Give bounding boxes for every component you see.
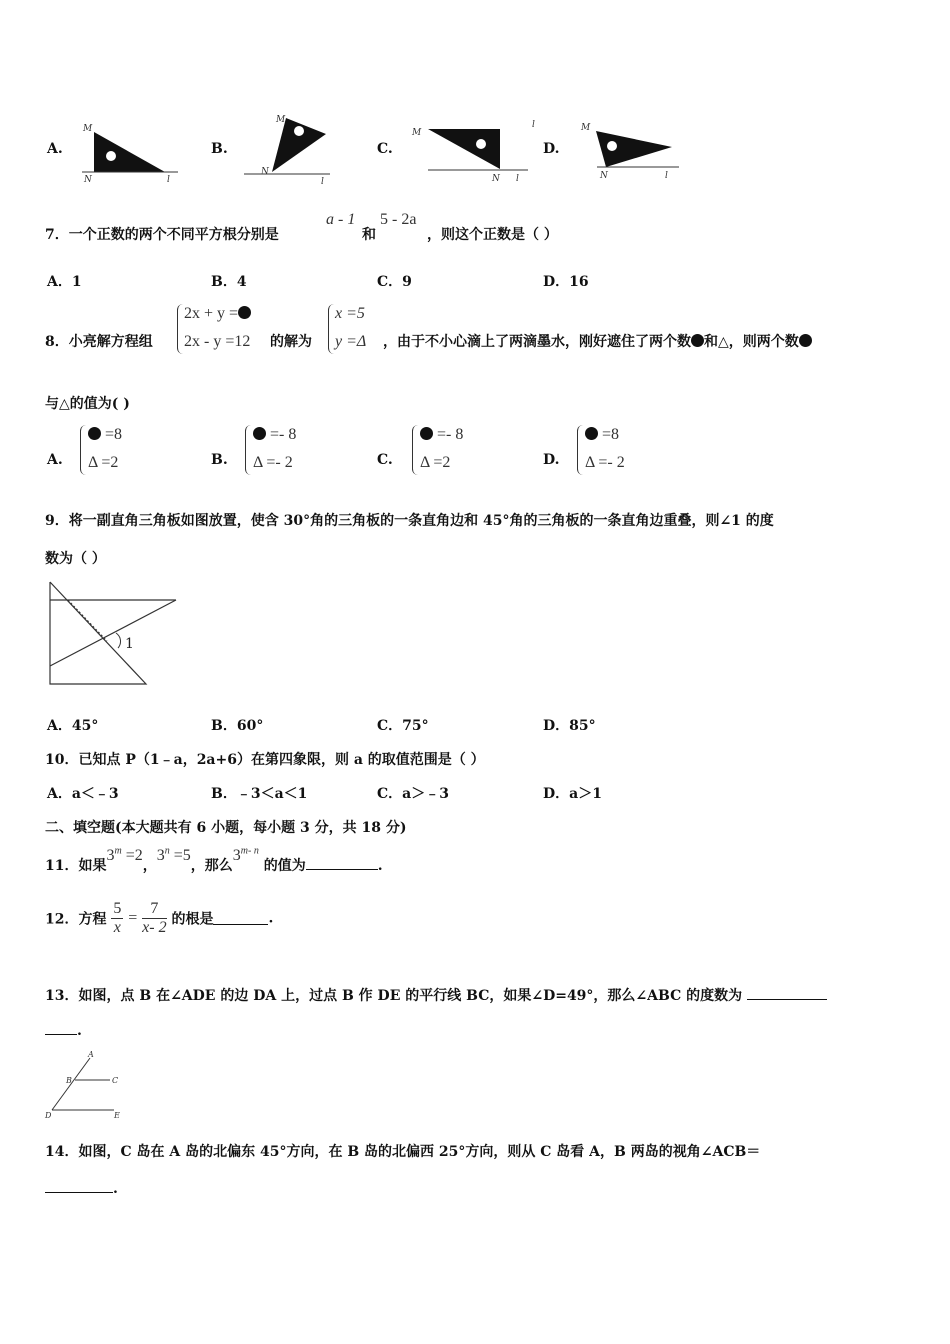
q8-solution: [335, 300, 366, 356]
q10-option-a: A．a＜﹣3: [47, 786, 119, 802]
svg-text:E: E: [114, 1111, 120, 1120]
ink-dot-icon: [691, 334, 704, 347]
svg-text:C: C: [112, 1076, 119, 1085]
q7-option-a: A．1: [47, 274, 82, 290]
svg-text:l: l: [321, 177, 324, 187]
ink-dot-icon: [799, 334, 812, 347]
q8-option-c-label: C.: [377, 452, 393, 468]
q9-angle-label: 1: [125, 636, 134, 652]
q6-a-label-m: M: [83, 124, 93, 134]
q12-answer-blank[interactable]: [213, 912, 268, 925]
q12-fraction-2: $\frac{7}{x- 2}$: [142, 900, 167, 936]
q6-figure-c: [408, 115, 543, 187]
q14-answer-blank[interactable]: [45, 1180, 113, 1193]
q13-answer-blank[interactable]: [747, 987, 827, 1000]
q8-solution-brace: [328, 304, 334, 354]
q6-figure-d: [572, 117, 692, 187]
q14-line2: .: [45, 1180, 118, 1197]
svg-text:M: M: [581, 123, 591, 133]
q8-option-d-label: D.: [543, 452, 560, 468]
q10-option-b: B．﹣3＜a＜1: [211, 786, 308, 802]
q8-option-d-system: =8 Δ =- 2: [585, 426, 625, 471]
q8-option-c-system: =- 8 Δ =2: [420, 426, 464, 471]
q8-sol2: y =Δ: [335, 333, 367, 350]
q9-line1: 9．将一副直角三角板如图放置，使含 30°角的三角板的一条直角边和 45°角的三角板的一条直角边重叠，则∠1 的度: [45, 513, 774, 529]
q8-system-brace: [177, 304, 183, 354]
q10-option-c: C．a＞﹣3: [377, 786, 449, 802]
q14-line1: 14．如图，C 岛在 A 岛的北偏东 45°方向，在 B 岛的北偏西 25°方向，则从 C 岛看 A，B 两岛的视角∠ACB＝: [45, 1144, 761, 1160]
q8-mid: 的解为: [270, 334, 312, 350]
q6-option-d-label: D.: [543, 141, 560, 157]
q8-eq2: 2x - y =12: [184, 333, 251, 350]
q6-option-a-label: A.: [47, 141, 63, 157]
q6-option-b-label: B.: [211, 141, 228, 157]
ink-dot-icon: [238, 306, 251, 319]
ink-dot-icon: [420, 427, 433, 440]
q8-sol1: x =5: [335, 305, 365, 322]
q7-option-b: B．4: [211, 274, 247, 290]
q9-option-d: D．85°: [543, 718, 596, 734]
q9-option-a: A．45°: [47, 718, 99, 734]
q8-option-a-system: =8 Δ =2: [88, 426, 123, 471]
q7-and: 和: [362, 227, 376, 243]
section-2-heading: 二、填空题(本大题共有 6 小题，每小题 3 分，共 18 分): [45, 820, 407, 836]
ink-dot-icon: [585, 427, 598, 440]
q11-answer-blank[interactable]: [306, 857, 378, 870]
q9-triangle-figure: [44, 578, 184, 690]
q9-option-b: B．60°: [211, 718, 264, 734]
svg-text:N: N: [600, 171, 608, 181]
q7-expr1: a - 1: [326, 211, 356, 228]
q6-a-label-n: N: [84, 175, 92, 185]
question-13: 13．如图，点 B 在∠ADE 的边 DA 上，过点 B 作 DE 的平行线 BC，如果∠D=49°，那么∠ABC 的度数为: [45, 985, 827, 1005]
q8-option-b-label: B.: [211, 452, 228, 468]
svg-text:D: D: [45, 1111, 52, 1120]
svg-text:M: M: [276, 115, 286, 125]
q6-option-c-label: C.: [377, 141, 393, 157]
q6-figure-b: [240, 110, 340, 190]
q13-line2: .: [45, 1022, 82, 1039]
q8-option-a-label: A.: [47, 452, 63, 468]
q9-line2: 数为（ ）: [45, 551, 106, 567]
q6-figure-a: [78, 118, 188, 188]
q7-suffix: ，则这个正数是（ ）: [427, 227, 558, 243]
question-11: 11．如果$3^m =2$，$3^n =5$，那么3$^{m- n}$ 的值为 .: [45, 845, 383, 874]
q6-a-label-l: l: [167, 175, 170, 185]
svg-text:M: M: [412, 128, 422, 138]
ink-dot-icon: [88, 427, 101, 440]
svg-text:N: N: [261, 167, 269, 177]
q7-option-c: C．9: [377, 274, 412, 290]
q8-line2: 与△的值为( ): [45, 396, 130, 412]
q8-eq1: 2x + y =: [184, 305, 239, 322]
svg-text:l: l: [665, 171, 668, 181]
q8-system: [184, 300, 251, 356]
svg-text:l: l: [516, 174, 519, 184]
q12-fraction-1: $\frac{5}{x}$: [113, 900, 122, 936]
q10-option-d: D．a＞1: [543, 786, 602, 802]
q13-parallel-figure: [42, 1046, 132, 1122]
q7-expr2: 5 - 2a: [380, 211, 417, 228]
question-12: 12．方程 $\frac{5}{x}$ = $\frac{7}{x- 2}$ 的根是 .: [45, 900, 274, 936]
ink-dot-icon: [253, 427, 266, 440]
q8-suffix: ，由于不小心滴上了两滴墨水，刚好遮住了两个数 和△，则两个数: [383, 331, 812, 351]
q9-option-c: C．75°: [377, 718, 429, 734]
q10-text: 10．已知点 P（1﹣a，2a+6）在第四象限，则 a 的取值范围是（ ）: [45, 752, 485, 768]
svg-text:N: N: [492, 174, 500, 184]
svg-text:A: A: [88, 1050, 94, 1059]
svg-text:B: B: [66, 1076, 72, 1085]
q13-answer-blank-cont[interactable]: [45, 1022, 77, 1035]
question-7: [45, 224, 279, 244]
q7-option-d: D．16: [543, 274, 589, 290]
svg-text:l: l: [532, 120, 535, 130]
q8-prefix: 8．小亮解方程组: [45, 334, 153, 350]
q7-prefix: 7．一个正数的两个不同平方根分别是: [45, 227, 279, 243]
q8-option-b-system: =- 8 Δ =- 2: [253, 426, 297, 471]
